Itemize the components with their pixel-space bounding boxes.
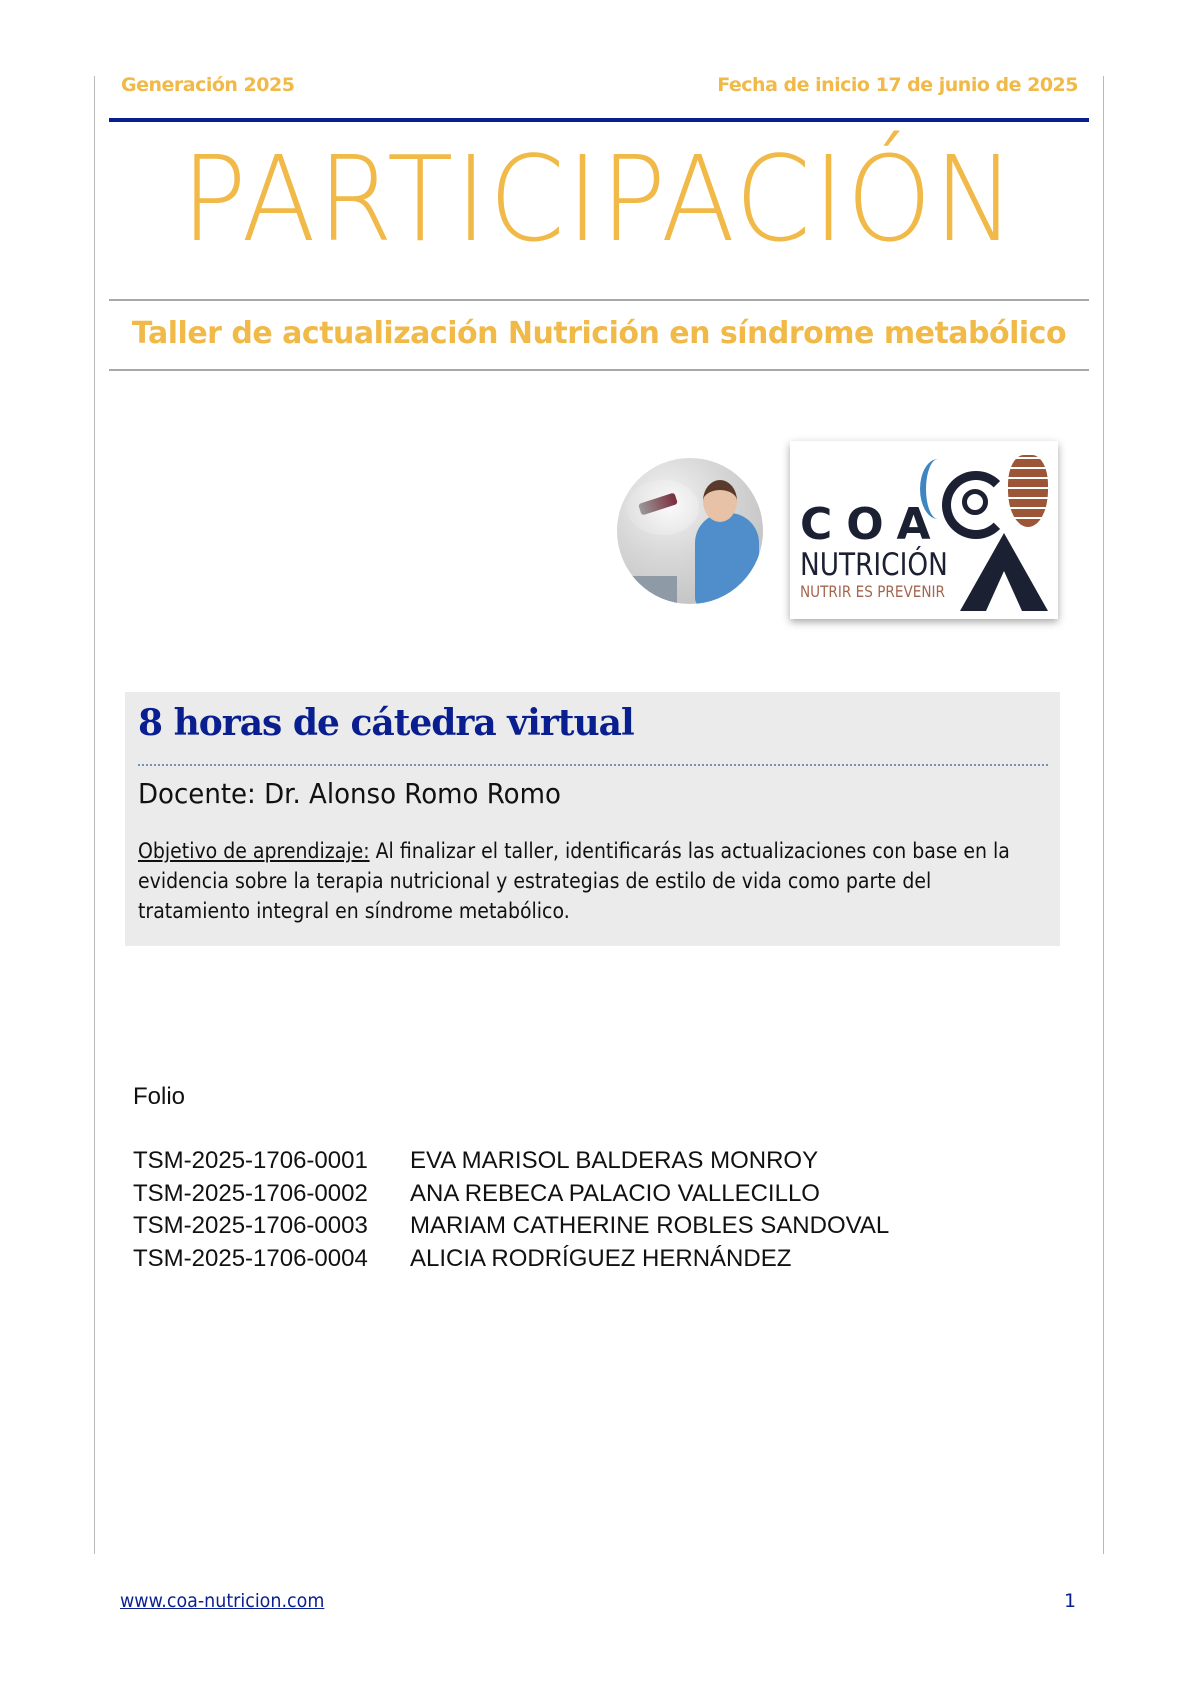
- corn-icon: [1008, 455, 1048, 527]
- coa-nutricion-logo: [790, 441, 1058, 619]
- logo-name: NUTRICIÓN: [800, 547, 948, 583]
- title-rule-bottom: [109, 369, 1089, 371]
- folio-row: [133, 1178, 889, 1211]
- objective-label: Objetivo de aprendizaje:: [138, 839, 370, 864]
- generation-label: Generación 2025: [121, 74, 295, 96]
- workshop-subtitle: Taller de actualización Nutrición en síndrome metabólico: [131, 316, 1067, 351]
- folio-code: TSM-2025-1706-0003: [133, 1212, 368, 1239]
- learning-objective: [138, 837, 1018, 927]
- folio-row: [133, 1210, 889, 1243]
- laptop-icon: [617, 576, 677, 604]
- folio-label: Folio: [133, 1083, 186, 1110]
- folio-code: TSM-2025-1706-0002: [133, 1179, 368, 1207]
- participant-name: ANA REBECA PALACIO VALLECILLO: [410, 1179, 820, 1207]
- right-margin-line: [1103, 76, 1104, 1554]
- website-link[interactable]: www.coa-nutricion.com: [120, 1590, 325, 1612]
- nurse-photo: [617, 458, 763, 604]
- start-date-label: Fecha de inicio 17 de junio de 2025: [717, 74, 1078, 96]
- teacher-name: Docente: Dr. Alonso Romo Romo: [138, 777, 561, 810]
- folio-code: TSM-2025-1706-0004: [133, 1244, 368, 1272]
- title-rule-top: [109, 299, 1089, 301]
- participant-name: MARIAM CATHERINE ROBLES SANDOVAL: [410, 1212, 890, 1239]
- left-margin-line: [94, 76, 95, 1554]
- apple-icon: [962, 489, 988, 515]
- dotted-divider: [138, 764, 1048, 766]
- folio-list: [133, 1145, 889, 1275]
- folio-row: [133, 1145, 889, 1178]
- objective-text: Al finalizar el taller, identificarás las actualizaciones con base en la evidencia sobre la terapia nutricional y estrategias de estilo de vida como parte del tratamiento integral en síndrome metabólico.: [138, 839, 1010, 924]
- hours-heading: 8 horas de cátedra virtual: [138, 702, 634, 744]
- info-panel: [125, 692, 1060, 946]
- folio-row: [133, 1243, 889, 1276]
- logo-brand: COA: [800, 499, 945, 550]
- person-body-icon: [695, 513, 759, 604]
- person-head-icon: [703, 480, 737, 522]
- page-number: 1: [1064, 1590, 1077, 1612]
- participant-name: ALICIA RODRÍGUEZ HERNÁNDEZ: [410, 1244, 792, 1272]
- folio-code: TSM-2025-1706-0001: [133, 1147, 368, 1174]
- header-rule: [109, 118, 1089, 122]
- figure-legs-cut: [986, 571, 1022, 611]
- participant-name: EVA MARISOL BALDERAS MONROY: [410, 1147, 819, 1174]
- logo-tagline: NUTRIR ES PREVENIR: [800, 582, 945, 601]
- page-title: PARTICIPACIÓN: [181, 130, 1017, 268]
